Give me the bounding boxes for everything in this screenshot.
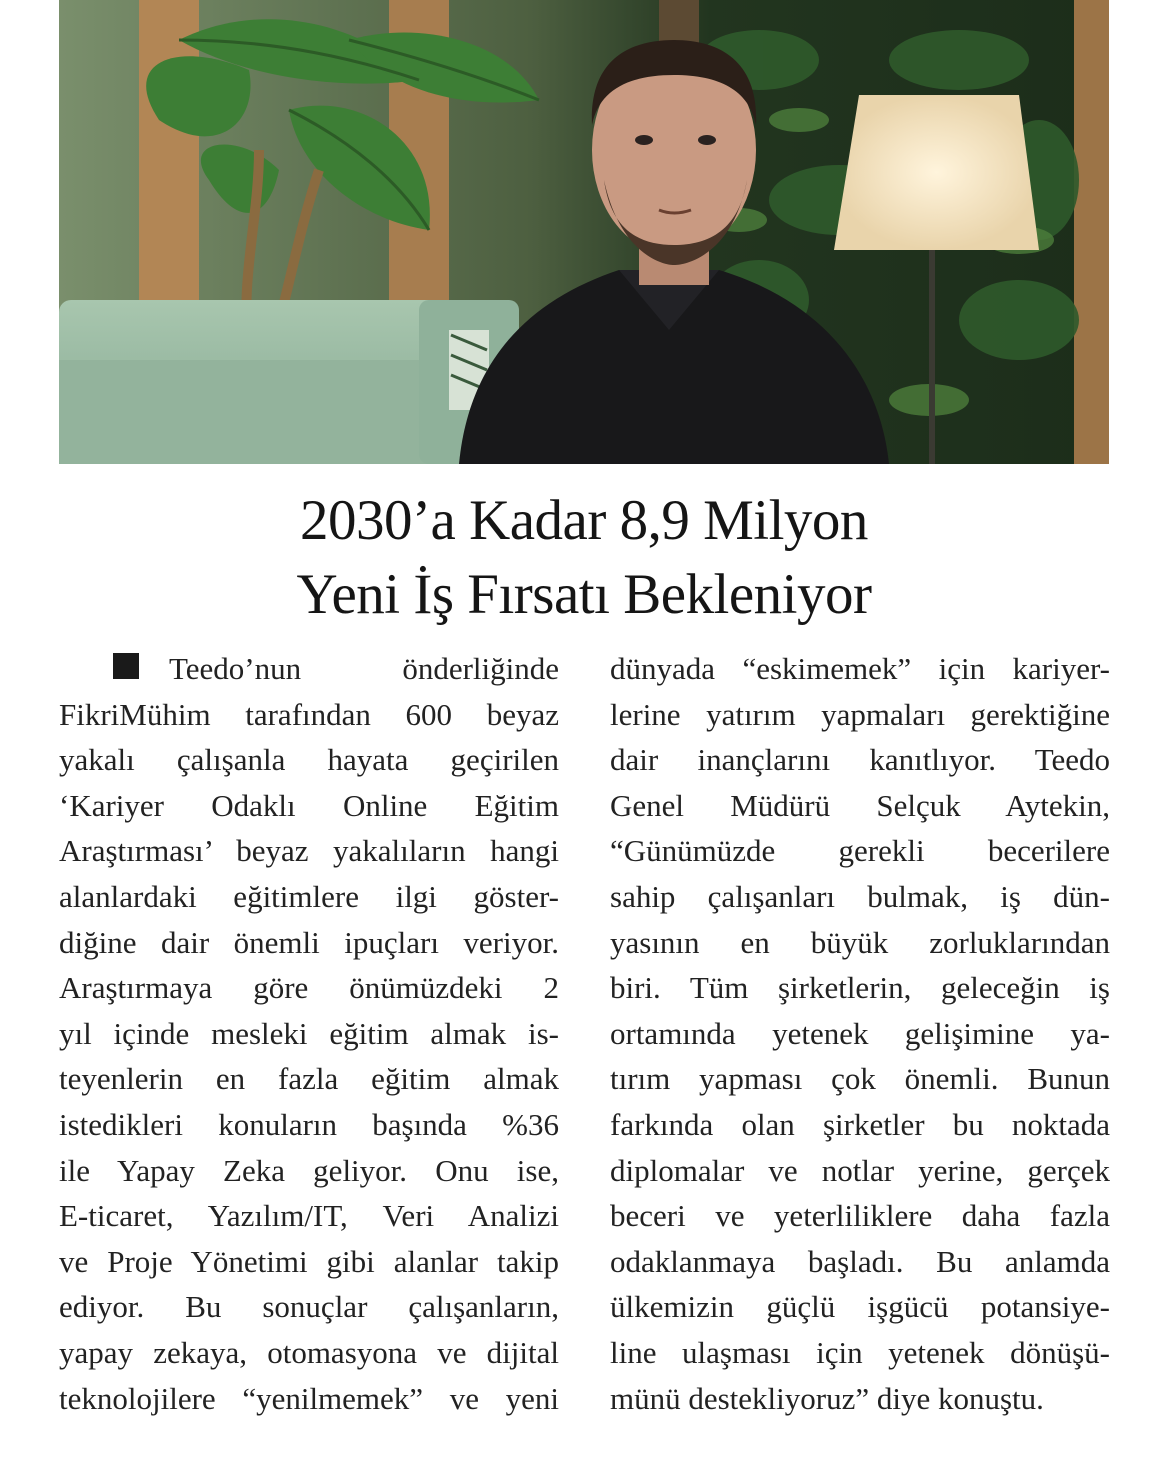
text-line: yıl içinde mesleki eğitim almak is- — [59, 1015, 559, 1051]
text-line: E-ticaret, Yazılım/IT, Veri Analizi — [59, 1198, 559, 1234]
text-line: FikriMühim tarafından 600 beyaz — [59, 696, 559, 732]
text-line: tırım yapması çok önemli. Bunun — [610, 1061, 1110, 1097]
text-line: beceri ve yeterliliklere daha fazla — [610, 1198, 1110, 1234]
text-line: ile Yapay Zeka geliyor. Onu ise, — [59, 1152, 559, 1188]
text-line: yapay zekaya, otomasyona ve dijital — [59, 1334, 559, 1370]
text-line: teknolojilere “yenilmemek” ve yeni — [59, 1380, 559, 1416]
text-line: lerine yatırım yapmaları gerektiğine — [610, 696, 1110, 732]
text-line: “Günümüzde gerekli becerilere — [610, 833, 1110, 869]
text-line: Genel Müdürü Selçuk Aytekin, — [610, 787, 1110, 823]
text-line: ve Proje Yönetimi gibi alanlar takip — [59, 1243, 559, 1279]
article-photo — [59, 0, 1109, 464]
headline-line-2: Yeni İş Fırsatı Bekleniyor — [296, 563, 872, 626]
headline — [59, 484, 1109, 632]
text-line: Araştırmaya göre önümüzdeki 2 — [59, 970, 559, 1006]
text-line: line ulaşması için yetenek dönüşü- — [610, 1334, 1110, 1370]
portrait-photo-icon — [59, 0, 1109, 464]
text-line: ‘Kariyer Odaklı Online Eğitim — [59, 787, 559, 823]
text-line: diplomalar ve notlar yerine, gerçek — [610, 1152, 1110, 1188]
text-line: dünyada “eskimemek” için kariyer- — [610, 651, 1110, 686]
first-line — [59, 646, 559, 692]
text-line: Teedo’nun önderliğinde — [169, 651, 559, 686]
article-column-left — [59, 646, 559, 1421]
headline-line-1: 2030’a Kadar 8,9 Milyon — [300, 489, 868, 552]
text-line: sahip çalışanları bulmak, iş dün- — [610, 878, 1110, 914]
text-line: Araştırması’ beyaz yakalıların hangi — [59, 833, 559, 869]
text-line: yakalı çalışanla hayata geçirilen — [59, 742, 559, 778]
text-line: ediyor. Bu sonuçlar çalışanların, — [59, 1289, 559, 1325]
text-line: odaklanmaya başladı. Bu anlamda — [610, 1243, 1110, 1279]
text-line: biri. Tüm şirketlerin, geleceğin iş — [610, 970, 1110, 1006]
text-line: diğine dair önemli ipuçları veriyor. — [59, 924, 559, 960]
square-bullet-icon — [113, 653, 139, 679]
text-line: alanlardaki eğitimlere ilgi göster- — [59, 878, 559, 914]
text-line: istedikleri konuların başında %36 — [59, 1106, 559, 1142]
text-line: ortamında yetenek gelişimine ya- — [610, 1015, 1110, 1051]
article-column-right — [610, 646, 1110, 1421]
text-line: ülkemizin güçlü işgücü potansiye- — [610, 1289, 1110, 1325]
text-line: farkında olan şirketler bu noktada — [610, 1106, 1110, 1142]
text-line-last: münü destekliyoruz” diye konuştu. — [610, 1380, 1044, 1416]
text-line: yasının en büyük zorluklarından — [610, 924, 1110, 960]
text-line: teyenlerin en fazla eğitim almak — [59, 1061, 559, 1097]
text-line: dair inançlarını kanıtlıyor. Teedo — [610, 742, 1110, 778]
